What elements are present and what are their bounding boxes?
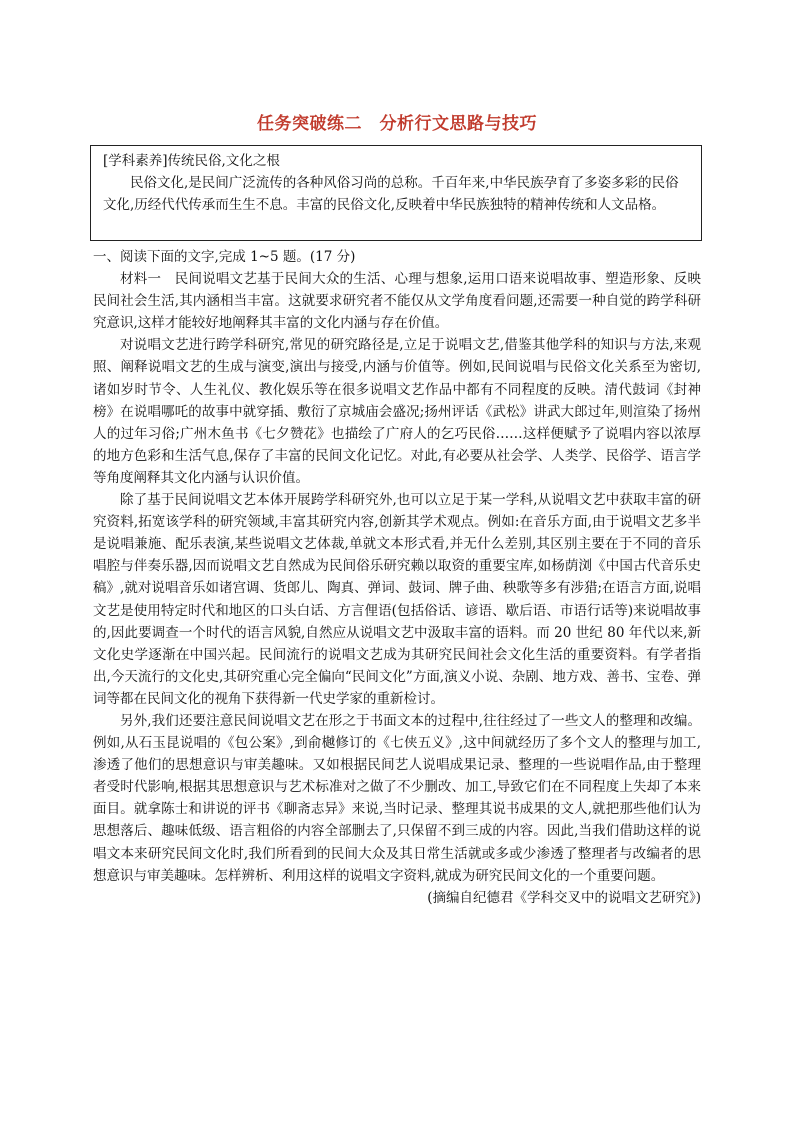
literacy-heading: [学科素养]传统民俗,文化之根 bbox=[103, 153, 280, 169]
source-citation: (摘编自纪德君《学科交叉中的说唱文艺研究》) bbox=[427, 889, 701, 906]
material-label: 材料一 bbox=[120, 271, 162, 288]
question-prompt: 一、阅读下面的文字,完成 1~5 题。(17 分) bbox=[93, 249, 356, 265]
paragraph-3: 除了基于民间说唱文艺本体开展跨学科研究外,也可以立足于某一学科,从说唱文艺中获取丰富的研究资料,拓宽该学科的研究领域,丰富其研究内容,创新其学术观点。例如:在音乐方面,由于说唱文艺多半是说唱兼施、配乐表演,某些说唱文艺体裁,单就文本形式看,并无什么差别,其区别主要在于不同的音乐唱腔与伴奏乐器,因而说唱文艺自然成为民间俗乐研究赖以取资的重要宝库,如杨荫浏《中国古代音乐史稿》,就对说唱音乐如诸宫调、货郎儿、陶真、弹词、鼓词、牌子曲、秧歌等多有涉猎;在语言方面,说唱文艺是使用特定时代和地区的口头白话、方言俚语(包括俗话、谚语、歇后语、市语行话等)来说唱故事的,因此要调查一个时代的语言风貌,自然应从说唱文艺中汲取丰富的语料。而 20 世纪 80 年代以来,新文化史学逐渐在中国兴起。民间流行的说唱文艺成为其研究民间社会文化生活的重要资料。有学者指出,今天流行的文化史,其研究重心完全偏向“民间文化”方面,演义小说、杂剧、地方戏、善书、宝卷、弹词等都在民间文化的视角下获得新一代史学家的重新检讨。 bbox=[93, 492, 701, 707]
literacy-box bbox=[90, 145, 702, 241]
paragraph-1-text: 民间说唱文艺基于民间大众的生活、心理与想象,运用口语来说唱故事、塑造形象、反映民间社会生活,其内涵相当丰富。这就要求研究者不能仅从文学角度看问题,还需要一种自觉的跨学科研究意识,这样才能较好地阐释其丰富的文化内涵与存在价值。 bbox=[93, 271, 702, 332]
page-title: 任务突破练二 分析行文思路与技巧 bbox=[257, 114, 537, 134]
paragraph-2: 对说唱文艺进行跨学科研究,常见的研究路径是,立足于说唱文艺,借鉴其他学科的知识与方法,来观照、阐释说唱文艺的生成与演变,演出与接受,内涵与价值等。例如,民间说唱与民俗文化关系至为密切,诸如岁时节令、人生礼仪、教化娱乐等在很多说唱文艺作品中都有不同程度的反映。清代鼓词《封神榜》在说唱哪吒的故事中就穿插、敷衍了京城庙会盛况;扬州评话《武松》讲武大郎过年,则渲染了扬州人的过年习俗;广州木鱼书《七夕赞花》也描绘了广府人的乞巧民俗……这样便赋予了说唱内容以浓厚的地方色彩和生活气息,保存了丰富的民间文化记忆。对此,有必要从社会学、人类学、民俗学、语言学等角度阐释其文化内涵与认识价值。 bbox=[93, 337, 701, 486]
paragraph-1 bbox=[93, 268, 701, 334]
paragraph-4: 另外,我们还要注意民间说唱文艺在形之于书面文本的过程中,往往经过了一些文人的整理和改编。例如,从石玉昆说唱的《包公案》,到俞樾修订的《七侠五义》,这中间就经历了多个文人的整理与加工,渗透了他们的思想意识与审美趣味。又如根据民间艺人说唱成果记录、整理的一些说唱作品,由于整理者受时代影响,根据其思想意识与艺术标准对之做了不少删改、加工,导致它们在不同程度上失却了本来面目。就拿陈士和讲说的评书《聊斋志异》来说,当时记录、整理其说书成果的文人,就把那些他们认为思想落后、趣味低级、语言粗俗的内容全部删去了,只保留不到三成的内容。因此,当我们借助这样的说唱文本来研究民间文化时,我们所看到的民间大众及其日常生活就或多或少渗透了整理者与改编者的思想意识与审美趣味。怎样辨析、利用这样的说唱文字资料,就成为研究民间文化的一个重要问题。 bbox=[93, 712, 701, 884]
reading-section bbox=[93, 246, 701, 909]
literacy-body: 民俗文化,是民间广泛流传的各种风俗习尚的总称。千百年来,中华民族孕育了多姿多彩的民俗文化,历经代代传承而生生不息。丰富的民俗文化,反映着中华民族独特的精神传统和人文品格。 bbox=[103, 175, 679, 213]
